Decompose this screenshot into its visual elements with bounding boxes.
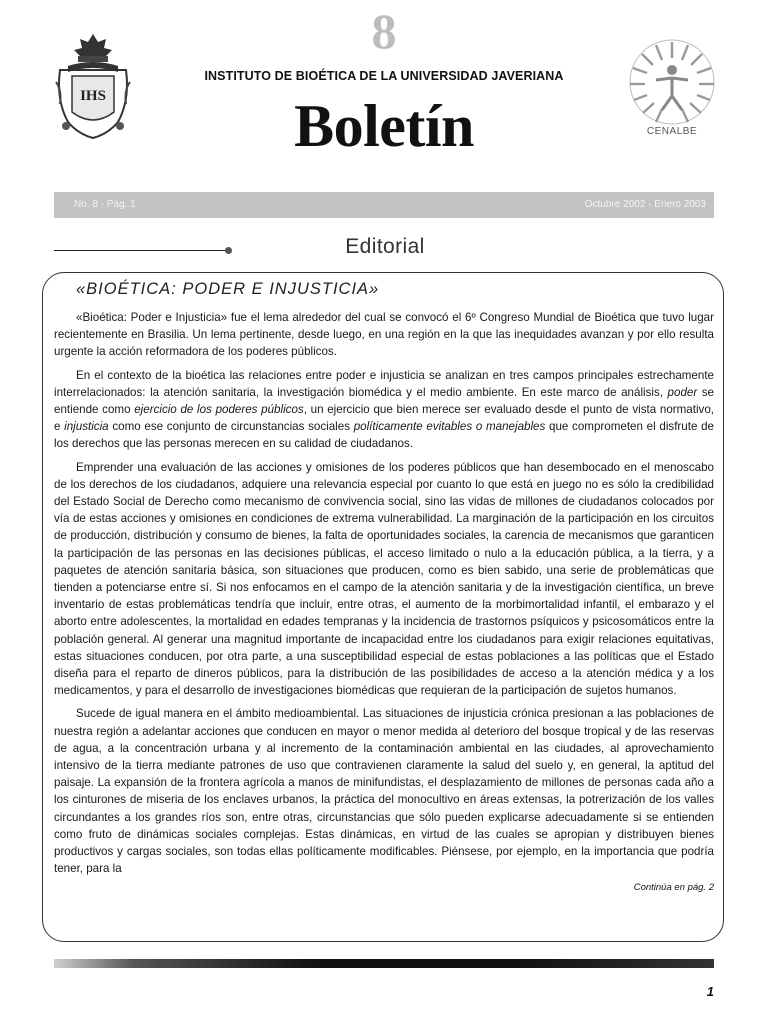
crest-text: IHS (80, 88, 106, 104)
emphasis-injusticia: injusticia (64, 420, 109, 434)
cenalbe-logo-icon (626, 34, 718, 134)
university-crest-icon (54, 30, 132, 142)
article-paragraph-1: «Bioética: Poder e Injusticia» fue el lema alrededor del cual se convocó el 6º Congreso Mundial de Bioética que tuvo lugar recientemente en Brasilia. Un lema pertinente, desde luego, en una región en la que las inequidades avanzan y por ello resulta urgente la acción reformadora de los poderes públicos. (54, 311, 714, 359)
issue-page-label: No. 8 - Pág. 1 (74, 199, 136, 210)
footer-bar (54, 959, 714, 968)
page-number: 1 (706, 984, 714, 999)
emphasis-ejercicio: ejercicio de los poderes públicos (134, 403, 304, 417)
institute-name: INSTITUTO DE BIOÉTICA DE LA UNIVERSIDAD JAVERIANA (204, 69, 564, 83)
section-title: Editorial (345, 235, 425, 258)
continued-note: Continúa en pág. 2 (633, 881, 714, 893)
newsletter-title: Boletín (294, 93, 474, 159)
editorial-article (54, 280, 714, 893)
logo-label: CENALBE (646, 126, 698, 137)
article-paragraph-4: Sucede de igual manera en el ámbito medioambiental. Las situaciones de injusticia crónica presionan a las poblaciones de nuestra región a adelantar acciones que conducen en mayor o menor medida al deterioro del bosque tropical y de las reservas de agua, a la concentración urbana y al incremento de la contaminación ambiental en las ciudades, al aprovechamiento intensivo de la tierra mediante patrones de uso que contravienen claramente la salud del suelo y, en general, la aptitud del paisaje. La expansión de la frontera agrícola a manos de minifundistas, el desplazamiento de millones de personas cada año a los cinturones de miseria de los enclaves urbanos, la práctica del monocultivo en áreas extensas, la potrerización de los valles circundantes a los grandes ríos son, entre otras, circunstancias que sólo pueden explicarse adecuadamente si se entienden como fruto de dinámicas sociales complejas. Estas dinámicas, en virtud de las cuales se apropian y distribuyen bienes productivos y cargas sociales, son todas ellas políticamente modificables. Piénsese, por ejemplo, en la importancia que podría tener, para la (54, 707, 714, 876)
emphasis-poder: poder (667, 385, 698, 399)
issue-number: 8 (371, 3, 397, 59)
emphasis-evitables: políticamente evitables o manejables (353, 420, 546, 434)
issue-info-bar (54, 192, 714, 218)
article-title: «BIOÉTICA: PODER E INJUSTICIA» (76, 280, 380, 298)
decorative-dot (225, 247, 232, 254)
article-paragraph-2: En el contexto de la bioética las relaciones entre poder e injusticia se analizan en tres campos principales estrechamente interrelacionados: la atención sanitaria, la investigación biomédica y el medio ambiente. En este marco de análisis, poder se entiende como ejercicio de los poderes públicos, un ejercicio que bien merece ser evaluado desde el punto de vista normativo, e injusticia como ese conjunto de circunstancias sociales políticamente evitables o manejables que comprometen el disfrute de los derechos que las personas merecen en su calidad de ciudadanos. (54, 368, 715, 451)
issue-date-label: Octubre 2002 - Enero 2003 (584, 199, 706, 210)
article-paragraph-3: Emprender una evaluación de las acciones y omisiones de los poderes públicos que han desembocado en el menoscabo de los derechos de los ciudadanos, adquiere una relevancia especial por cuanto lo que está en juego no es sólo la credibilidad del Estado Social de Derecho como mecanismo de convivencia social, sino las vidas de millones de ciudadanos colocados por vía de estas acciones y omisiones en condiciones de extrema vulnerabilidad. La marginación de la participación en los circuitos de producción, distribución y consumo de bienes, la falta de oportunidades sociales, la carencia de mecanismos que garanticen la participación de las personas en las decisiones públicas, el acceso limitado o nulo a la educación pública, a la tierra, y a paquetes de atención sanitaria básica, son situaciones que producen, como es bien sabido, una serie de problemáticas que tienden a potenciarse entre sí. Si nos enfocamos en el campo de la atención sanitaria y de la investigación científica, un breve inventario de estas problemáticas tendría que incluir, entre otras, el aumento de la morbimortalidad infantil, el embarazo y el aborto entre adolescentes, la mortalidad en edades tempranas y la incidencia de trastornos psíquicos y psicosomáticos entre la población general. Al generar una magnitud importante de incapacidad entre los ciudadanos para exigir relaciones equitativas, estas situaciones conducen, por otra parte, a una susceptibilidad especial de estas poblaciones a las políticas que el Estado diseña para el reparto de dineros públicos, para la distribución de las posibilidades de acceso a la atención médica y a los medicamentos, y para el desarrollo de investigaciones biomédicas que requieran de la participación de sujetos humanos. (54, 460, 714, 698)
decorative-rule (54, 250, 228, 251)
